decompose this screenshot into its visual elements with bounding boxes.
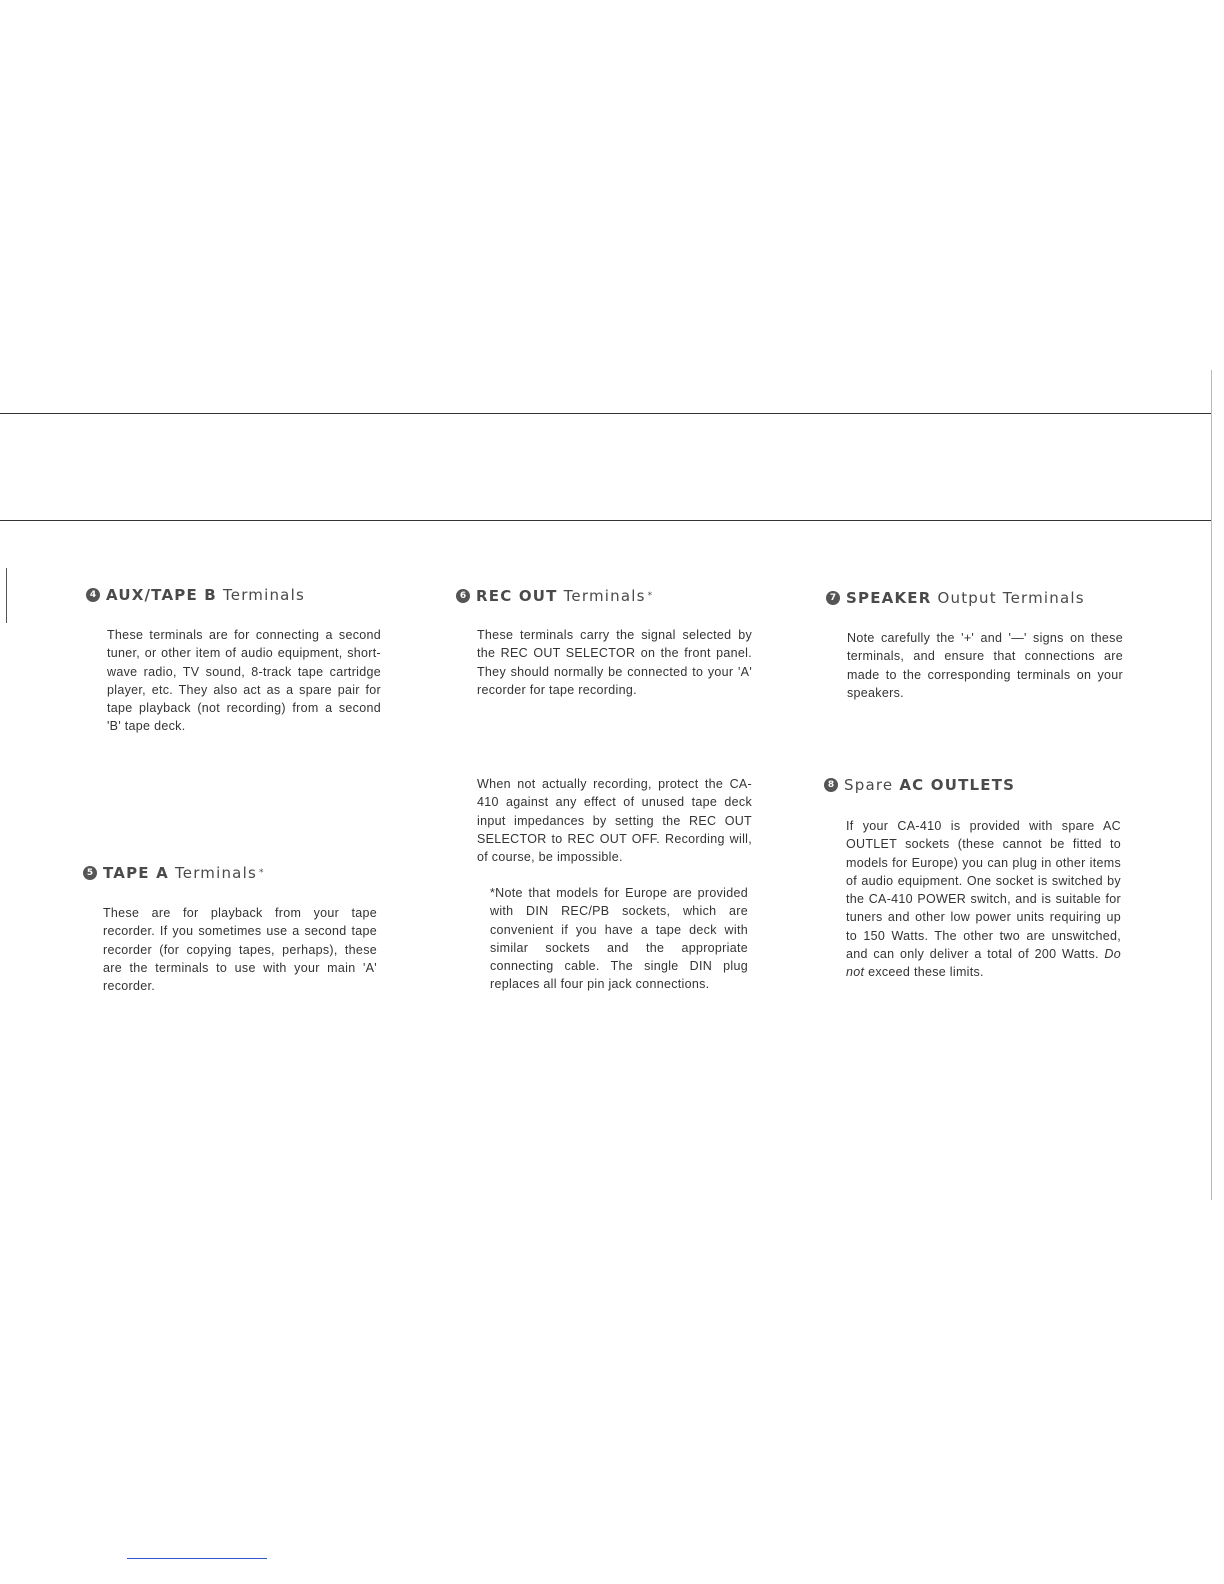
section-body: These terminals are for connecting a second tuner, or other item of audio equipment, short-wave radio, TV sound, 8-track tape cartridge player, etc. They also act as a spare pair for tape playback (not recording) from a second 'B' tape deck.	[107, 628, 381, 734]
emphasis-text: Do not	[846, 947, 1121, 980]
heading-caps: SPEAKER	[846, 589, 932, 607]
heading-caps: TAPE A	[103, 864, 169, 882]
section-rec-out	[456, 587, 756, 699]
section-spare-ac-outlets	[824, 776, 1124, 982]
top-divider	[0, 413, 1212, 414]
body-text: If your CA-410 is provided with spare AC OUTLET sockets (these cannot be fitted to models for Europe) you can plug in other items of audio equipment. One socket is switched by the CA-410 POWER switch, and is suitable for tuners and other low power units requiring up to 150 Watts. The other two are unswitched, and can only deliver a total of 200 Watts.	[846, 819, 1121, 962]
heading-rest: Terminals	[563, 587, 646, 605]
section-tape-a	[83, 864, 383, 995]
number-badge-icon: 8	[824, 778, 838, 792]
rec-out-europe-note: *Note that models for Europe are provided with DIN REC/PB sockets, which are convenient if you have a tape deck with similar sockets and the appropriate connecting cable. The single DIN plug replaces all four pin jack connections.	[490, 886, 748, 992]
section-heading	[86, 586, 386, 604]
section-body: These terminals carry the signal selected by the REC OUT SELECTOR on the front panel. They should normally be connected to your 'A' recorder for tape recording.	[477, 628, 752, 697]
section-body: Note carefully the '+' and '—' signs on these terminals, and ensure that connections are made to the corresponding terminals on your speakers.	[847, 631, 1123, 700]
section-body	[846, 817, 1121, 982]
footnote-star: *	[258, 868, 265, 878]
heading-rest: Output Terminals	[937, 589, 1085, 607]
number-badge-icon: 6	[456, 589, 470, 603]
section-heading	[824, 776, 1124, 794]
number-badge-icon: 4	[86, 588, 100, 602]
section-heading	[826, 589, 1126, 607]
section-aux-tape-b	[86, 586, 386, 736]
section-heading	[83, 864, 383, 882]
heading-caps: REC OUT	[476, 587, 558, 605]
page-edge-line	[1211, 370, 1212, 1200]
bottom-divider	[0, 520, 1212, 521]
heading-rest: Terminals	[222, 586, 305, 604]
section-speaker	[826, 589, 1126, 702]
number-badge-icon: 7	[826, 591, 840, 605]
heading-rest: Terminals	[174, 864, 257, 882]
heading-caps: AUX/TAPE B	[106, 586, 217, 604]
heading-caps: AC OUTLETS	[899, 776, 1016, 794]
left-margin-mark	[6, 568, 7, 623]
body-text-end: exceed these limits.	[868, 965, 984, 980]
heading-pre: Spare	[844, 776, 894, 794]
footer-blue-line	[127, 1558, 267, 1559]
section-heading	[456, 587, 756, 605]
section-body: These are for playback from your tape recorder. If you sometimes use a second tape recorder (for copying tapes, perhaps), these are the terminals to use with your main 'A' recorder.	[103, 906, 377, 994]
number-badge-icon: 5	[83, 866, 97, 880]
footnote-star: *	[647, 591, 654, 601]
rec-out-protect-paragraph: When not actually recording, protect the CA-410 against any effect of unused tape deck input impedances by setting the REC OUT SELECTOR to REC OUT OFF. Recording will, of course, be impossible.	[477, 777, 752, 865]
